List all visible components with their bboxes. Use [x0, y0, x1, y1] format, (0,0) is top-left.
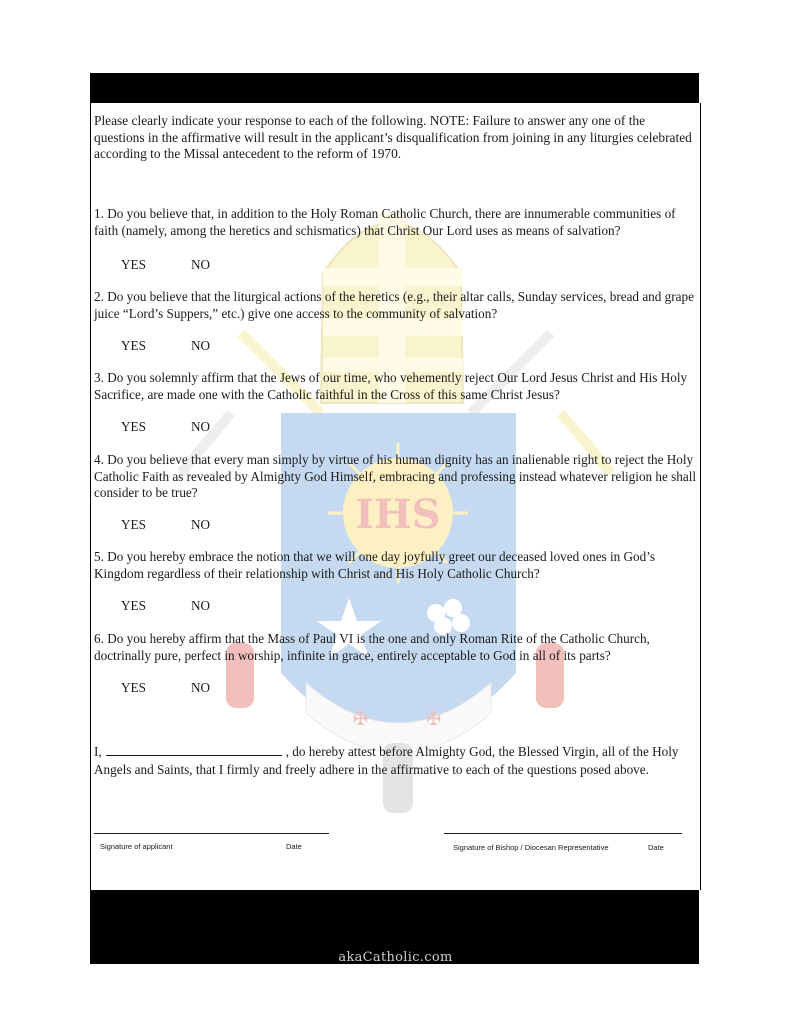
q2-yes-option[interactable]: YES: [121, 338, 146, 353]
question-6: 6. Do you hereby affirm that the Mass of Paul VI is the one and only Roman Rite of the Catholic Church, doctrinally pure, perfect in worship, infinite in grace, entirely acceptable to God in all of its parts?: [94, 631, 650, 663]
q6-no-option[interactable]: NO: [191, 680, 211, 695]
q4-yes-option[interactable]: YES: [121, 517, 146, 532]
top-black-bar: [90, 73, 699, 103]
applicant-signature-label: Signature of applicant: [100, 842, 173, 851]
question-5: 5. Do you hereby embrace the notion that we will one day joyfully greet our deceased loved ones in God’s Kingdom regardless of their relationship with Christ and His Holy Catholic Church?: [94, 549, 656, 581]
bishop-signature-line[interactable]: [444, 833, 682, 834]
question-1: 1. Do you believe that, in addition to the Holy Roman Catholic Church, there are innumerable communities of faith (namely, among the heretics and schismatics) that Christ Our Lord uses as means of salvation?: [94, 206, 676, 238]
question-4: 4. Do you believe that every man simply by virtue of his human dignity has an inalienable right to reject the Holy Catholic Faith as revealed by Almighty God Himself, embracing and professing instead whatever religion he shall consider to be true?: [94, 452, 697, 500]
footer-watermark-text: akaCatholic.com: [338, 950, 453, 965]
svg-text:✠: ✠: [426, 709, 442, 729]
applicant-date-label: Date: [286, 842, 302, 851]
q3-yes-option[interactable]: YES: [121, 419, 146, 434]
q2-no-option[interactable]: NO: [191, 338, 211, 353]
q5-no-option[interactable]: NO: [191, 598, 211, 613]
q4-no-option[interactable]: NO: [191, 517, 211, 532]
question-3: 3. Do you solemnly affirm that the Jews of our time, who vehemently reject Our Lord Jesus Christ and His Holy Sacrifice, are made one with the Catholic faithful in the Cross of this same Christ Jesus?: [94, 370, 688, 402]
q1-no-option[interactable]: NO: [191, 257, 211, 272]
question-2: 2. Do you believe that the liturgical actions of the heretics (e.g., their altar calls, Sunday services, bread and grape juice “Lord’s Suppers,” etc.) give one access to the community of salvation?: [94, 289, 694, 321]
attestation-text: , do hereby attest before Almighty God, the Blessed Virgin, all of the Holy Angels and Saints, that I firmly and freely adhere in the affirmative to each of the questions posed above.: [94, 744, 679, 777]
ihs-monogram: IHS: [355, 491, 441, 538]
applicant-signature-line[interactable]: [94, 833, 329, 834]
q6-yes-option[interactable]: YES: [121, 680, 146, 695]
bishop-signature-label: Signature of Bishop / Diocesan Representative: [453, 843, 609, 852]
name-blank-field[interactable]: [106, 743, 282, 756]
q3-no-option[interactable]: NO: [191, 419, 211, 434]
svg-text:✠: ✠: [353, 709, 369, 729]
attestation-paragraph: [94, 743, 698, 778]
bishop-date-label: Date: [648, 843, 664, 852]
attestation-prefix: I,: [94, 744, 102, 759]
document-page: [90, 103, 701, 890]
q5-yes-option[interactable]: YES: [121, 598, 146, 613]
q1-yes-option[interactable]: YES: [121, 257, 146, 272]
intro-paragraph: Please clearly indicate your response to each of the following. NOTE: Failure to answer any one of the questions in the affirmative will result in the applicant’s disqualification from joining in any liturgies celebrated according to the Missal antecedent to the reform of 1970.: [94, 113, 692, 161]
